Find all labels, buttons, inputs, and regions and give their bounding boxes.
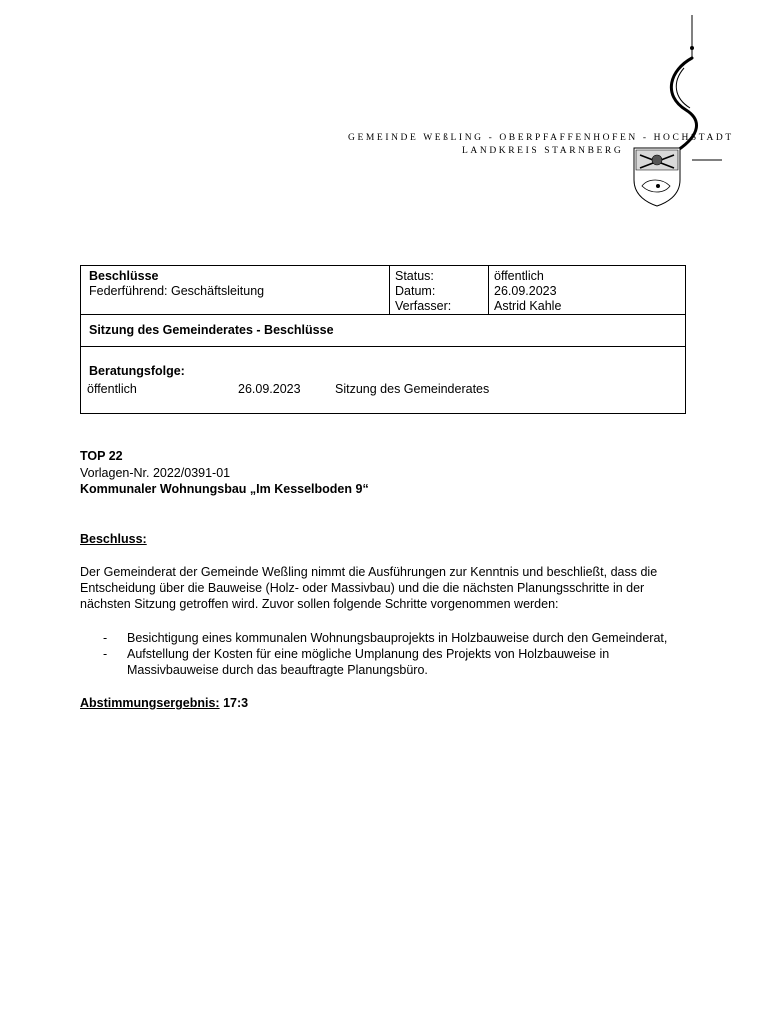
- vote-label: Abstimmungsergebnis:: [80, 696, 220, 710]
- date-value: 26.09.2023: [494, 284, 557, 298]
- sequence-date: 26.09.2023: [238, 382, 301, 396]
- author-value: Astrid Kahle: [494, 299, 562, 313]
- author-label: Verfasser:: [395, 299, 452, 313]
- session-title: Sitzung des Gemeinderates - Beschlüsse: [89, 323, 334, 337]
- bullet-item-continuation: Massivbauweise durch das beauftragte Planungsbüro.: [127, 663, 428, 677]
- column-divider: [389, 266, 390, 314]
- info-box: [80, 265, 686, 414]
- status-label: Status:: [395, 269, 434, 283]
- sequence-visibility: öffentlich: [87, 382, 137, 396]
- agenda-item: TOP 22: [80, 449, 123, 463]
- bullet-marker: -: [103, 647, 108, 661]
- sequence-row: [81, 346, 685, 413]
- coat-of-arms-logo: [600, 10, 750, 210]
- bullet-item: Aufstellung der Kosten für eine mögliche Umplanung des Projekts von Holzbauweise in: [127, 647, 610, 661]
- sequence-body: Sitzung des Gemeinderates: [335, 382, 490, 396]
- column-divider: [488, 266, 489, 314]
- district-name: LANDKREIS STARNBERG: [462, 146, 624, 156]
- session-row: [81, 314, 685, 347]
- resolution-paragraph-line: Der Gemeinderat der Gemeinde Weßling nimmt die Ausführungen zur Kenntnis und beschließt, dass die: [80, 565, 658, 579]
- vote-value: 17:3: [223, 696, 249, 710]
- bullet-item: Besichtigung eines kommunalen Wohnungsbauprojekts in Holzbauweise durch den Gemeinderat,: [127, 631, 668, 645]
- municipality-name: GEMEINDE WEßLING - OBERPFAFFENHOFEN - HOCHSTADT: [348, 133, 734, 143]
- vote-result: [80, 695, 248, 711]
- letterhead: [0, 0, 770, 240]
- resolution-paragraph-line: Entscheidung über die Bauweise (Holz- oder Massivbau) und die die nächsten Planungsschritte in der: [80, 581, 645, 595]
- bullet-marker: -: [103, 631, 108, 645]
- subject-title: Kommunaler Wohnungsbau „Im Kesselboden 9“: [80, 482, 369, 496]
- lead-department: Federführend: Geschäftsleitung: [89, 284, 265, 298]
- document-type: Beschlüsse: [89, 269, 159, 283]
- header-row: [81, 266, 685, 315]
- resolution-paragraph-line: nächsten Sitzung getroffen wird. Zuvor sollen folgende Schritte vorgenommen werden:: [80, 597, 559, 611]
- date-label: Datum:: [395, 284, 436, 298]
- status-value: öffentlich: [494, 269, 544, 283]
- resolution-heading: Beschluss:: [80, 532, 147, 546]
- sequence-heading: Beratungsfolge:: [89, 364, 185, 378]
- template-number: Vorlagen-Nr. 2022/0391-01: [80, 466, 231, 480]
